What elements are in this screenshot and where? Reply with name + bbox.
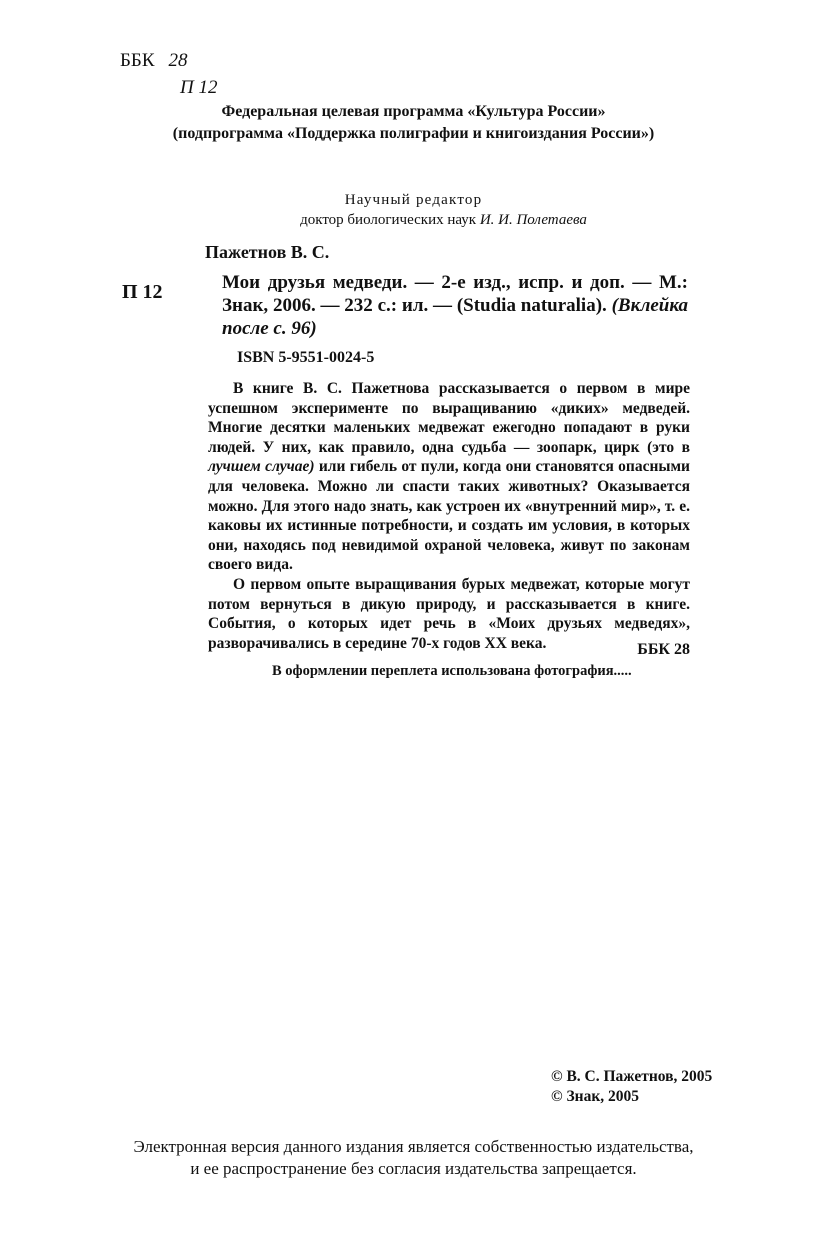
bbk-label: ББК (120, 50, 155, 71)
bbk-bottom: ББК 28 (637, 641, 690, 658)
copyright-publisher: © Знак, 2005 (551, 1088, 639, 1105)
abstract-paragraph-1 (208, 379, 690, 575)
author-code-side: П 12 (122, 281, 163, 303)
author-heading: Пажетнов В. С. (205, 242, 330, 262)
editor-name: И. И. Полетаева (479, 212, 587, 228)
abstract-p1-start: В книге В. С. Пажетнова рассказывается о первом в мире успешном эксперименте по выращиванию «диких» медведей. Многие десятки маленьких медвежат ежегодно попадают в руки людей. У них, как правило, одна судьба — зоопарк, цирк (это в (208, 380, 690, 456)
biblio-insert-note: (Вклейка после с. 96) (222, 295, 688, 339)
abstract-paragraph-2: О первом опыте выращивания бурых медвежат, которые могут потом вернуться в дикую природу, и рассказывается в книге. События, о которых идет речь в «Моих друзьях медведях», разворачивались в середине 70-х годов XX века. (208, 575, 690, 652)
abstract-p1-end: или гибель от пули, когда они становятся опасными для человека. Можно ли спасти таких животных? Оказывается можно. Для этого надо знать, как устроен их «внутренний мир», т. е. каковы их истинные потребности, и создать им условия, в которых они, находясь под невидимой охраной человека, живут по законам своего вида. (208, 458, 690, 574)
bbk-number: 28 (168, 50, 188, 71)
copyright-author: © В. С. Пажетнов, 2005 (551, 1068, 713, 1085)
biblio-main: Мои друзья медведи. — 2-е изд., испр. и доп. — М.: Знак, 2006. — 232 с.: ил. — (Studia naturalia). (222, 272, 688, 316)
abstract-p1-italic: лучшем случае) (208, 458, 315, 476)
program-line-2: (подпрограмма «Поддержка полиграфии и книгоиздания России») (172, 125, 655, 142)
isbn: ISBN 5-9551-0024-5 (237, 349, 375, 366)
editor-line (0, 212, 827, 229)
electronic-notice-line-1: Электронная версия данного издания является собственностью издательства, (133, 1137, 694, 1156)
author-code-top: П 12 (180, 77, 218, 98)
editor-role: Научный редактор (344, 192, 483, 208)
abstract (208, 379, 690, 653)
bbk-classification (120, 50, 188, 72)
program-line-1: Федеральная целевая программа «Культура России» (221, 103, 606, 120)
cover-note: В оформлении переплета использована фотография..... (272, 663, 632, 679)
electronic-notice-line-2: и ее распространение без согласия издательства запрещается. (190, 1159, 637, 1178)
editor-degree: доктор биологических наук (300, 212, 480, 228)
bibliographic-description (222, 271, 688, 340)
